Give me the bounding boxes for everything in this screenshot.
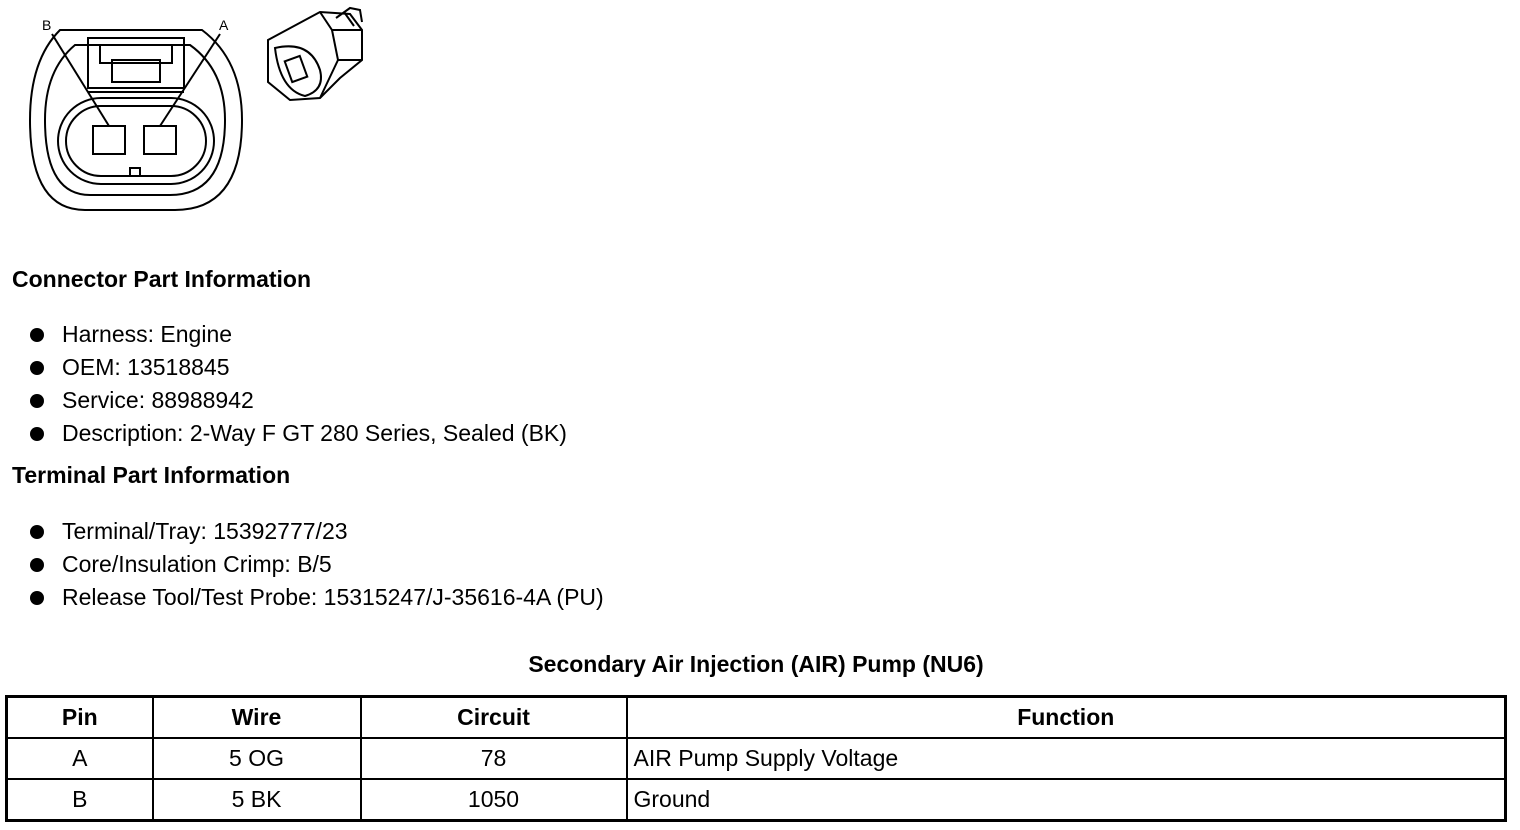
bullet-icon (30, 427, 44, 441)
cell-pin: A (7, 738, 153, 779)
list-item (30, 320, 567, 353)
list-item (30, 419, 567, 452)
cell-function: AIR Pump Supply Voltage (627, 738, 1506, 779)
connector-3d-icon (268, 8, 362, 100)
cell-pin: B (7, 779, 153, 821)
table-row (7, 779, 1506, 821)
connector-info-list (30, 320, 567, 452)
connector-info-heading: Connector Part Information (12, 266, 312, 292)
bullet-icon (30, 558, 44, 572)
list-item-text: Terminal/Tray: 15392777/23 (62, 518, 348, 544)
bullet-icon (30, 328, 44, 342)
column-header-circuit: Circuit (361, 697, 627, 739)
bullet-icon (30, 394, 44, 408)
bullet-icon (30, 591, 44, 605)
terminal-info-heading: Terminal Part Information (12, 462, 291, 488)
cell-wire: 5 BK (153, 779, 361, 821)
cell-function: Ground (627, 779, 1506, 821)
bullet-icon (30, 525, 44, 539)
cell-wire: 5 OG (153, 738, 361, 779)
list-item (30, 550, 604, 583)
connector-diagram (20, 0, 380, 220)
cell-circuit: 1050 (361, 779, 627, 821)
pin-label-a: A (219, 17, 229, 33)
list-item-text: Harness: Engine (62, 321, 233, 347)
pinout-table (5, 695, 1507, 822)
list-item-text: Description: 2-Way F GT 280 Series, Sealed (BK) (62, 420, 567, 446)
table-title: Secondary Air Injection (AIR) Pump (NU6) (528, 651, 984, 677)
column-header-pin: Pin (7, 697, 153, 739)
list-item-text: OEM: 13518845 (62, 354, 230, 380)
table-row (7, 738, 1506, 779)
column-header-function: Function (627, 697, 1506, 739)
bullet-icon (30, 361, 44, 375)
list-item (30, 517, 604, 550)
list-item (30, 353, 567, 386)
table-header-row (7, 697, 1506, 739)
list-item-text: Service: 88988942 (62, 387, 254, 413)
list-item-text: Release Tool/Test Probe: 15315247/J-35616-4A (PU) (62, 584, 604, 610)
column-header-wire: Wire (153, 697, 361, 739)
pin-label-b: B (42, 17, 52, 33)
cell-circuit: 78 (361, 738, 627, 779)
list-item (30, 386, 567, 419)
list-item-text: Core/Insulation Crimp: B/5 (62, 551, 332, 577)
terminal-info-list (30, 517, 604, 616)
list-item (30, 583, 604, 616)
connector-face-icon (30, 30, 242, 210)
